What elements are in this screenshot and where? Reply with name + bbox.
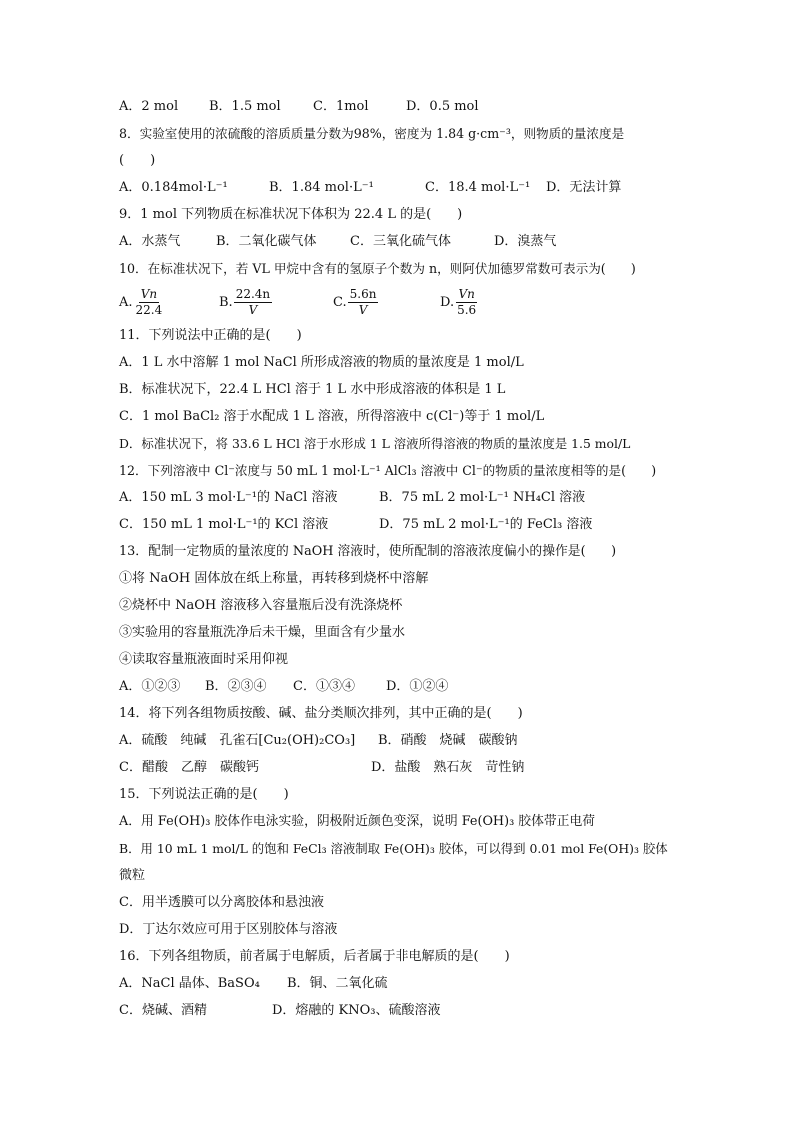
q15-option-b-continued: 微粒 [119, 868, 146, 883]
numerator: 5.6n [349, 286, 377, 301]
option-b: B．1.5 mol [209, 99, 281, 114]
question-12: 12．下列溶液中 Cl⁻浓度与 50 mL 1 mol·L⁻¹ AlCl₃ 溶液中 Cl⁻的物质的量浓度相等的是( ) [119, 463, 657, 478]
question-8: 8．实验室使用的浓硫酸的溶质质量分数为98%，密度为 1.84 g·cm⁻³，则物质的量浓度是 [119, 126, 625, 141]
option-d: D．盐酸 熟石灰 苛性钠 [371, 760, 525, 775]
numerator: Vn [140, 286, 158, 301]
q12-options-cd [119, 511, 679, 538]
q15-option-b: B．用 10 mL 1 mol/L 的饱和 FeCl₃ 溶液制取 Fe(OH)₃ 胶体，可以得到 0.01 mol Fe(OH)₃ 胶体 [119, 841, 668, 856]
option-c: C．醋酸 乙醇 碳酸钙 [119, 760, 259, 775]
q11-option-d: D．标准状况下，将 33.6 L HCl 溶于水形成 1 L 溶液所得溶液的物质的量浓度是 1.5 mol/L [119, 436, 631, 451]
option-c: C．18.4 mol·L⁻¹ [425, 180, 531, 195]
option-b: B．二氧化碳气体 [216, 234, 317, 249]
option-d: D．75 mL 2 mol·L⁻¹的 FeCl₃ 溶液 [379, 517, 593, 532]
q13-item-1: ①将 NaOH 固体放在纸上称量，再转移到烧杯中溶解 [119, 571, 429, 586]
q11-option-a: A．1 L 水中溶解 1 mol NaCl 所形成溶液的物质的量浓度是 1 mol/L [119, 355, 524, 370]
question-16: 16．下列各组物质，前者属于电解质，后者属于非电解质的是( ) [119, 949, 510, 964]
option-d: D．溴蒸气 [494, 234, 557, 249]
q10-options [119, 282, 679, 322]
option-c: C．三氧化硫气体 [350, 234, 451, 249]
option-c: C．150 mL 1 mol·L⁻¹的 KCl 溶液 [119, 517, 329, 532]
option-a: A．①②③ [119, 679, 181, 694]
option-b: B．铜、二氧化硫 [287, 976, 388, 991]
q13-item-4: ④读取容量瓶液面时采用仰视 [119, 652, 289, 667]
question-9: 9．1 mol 下列物质在标准状况下体积为 22.4 L 的是( ) [119, 207, 463, 222]
q15-option-c: C．用半透膜可以分离胶体和悬浊液 [119, 895, 324, 910]
fraction [234, 287, 272, 318]
q14-options-cd [119, 754, 679, 781]
denominator: V [358, 302, 368, 317]
option-a: A．NaCl 晶体、BaSO₄ [119, 976, 260, 991]
option-d: D．熔融的 KNO₃、硫酸溶液 [272, 1003, 441, 1018]
q16-options-cd [119, 997, 679, 1024]
option-d: D．无法计算 [546, 180, 622, 195]
q13-item-2: ②烧杯中 NaOH 溶液移入容量瓶后没有洗涤烧杯 [119, 598, 403, 613]
option-label: B. [219, 294, 233, 310]
q9-options [119, 228, 679, 255]
option-c: C．1mol [313, 99, 369, 114]
denominator: V [248, 302, 258, 317]
option-a: A．2 mol [119, 99, 179, 114]
option-label: A. [119, 294, 133, 310]
q16-options-ab [119, 970, 679, 997]
q11-option-b: B．标准状况下，22.4 L HCl 溶于 1 L 水中形成溶液的体积是 1 L [119, 382, 506, 397]
denominator: 5.6 [457, 302, 477, 317]
question-13: 13．配制一定物质的量浓度的 NaOH 溶液时，使所配制的溶液浓度偏小的操作是( ) [119, 544, 617, 559]
option-c [333, 287, 440, 318]
question-10: 10．在标准状况下，若 VL 甲烷中含有的氢原子个数为 n，则阿伏加德罗常数可表示为( ) [119, 261, 636, 276]
q8-options [119, 174, 679, 201]
option-c: C．①③④ [293, 679, 355, 694]
denominator: 22.4 [135, 302, 163, 317]
option-d: D．①②④ [386, 679, 449, 694]
option-b: B．②③④ [205, 679, 267, 694]
option-a: A．150 mL 3 mol·L⁻¹的 NaCl 溶液 [119, 490, 338, 505]
option-d: D．0.5 mol [406, 99, 479, 114]
q13-item-3: ③实验用的容量瓶洗净后未干燥，里面含有少量水 [119, 625, 406, 640]
question-15: 15．下列说法正确的是( ) [119, 787, 289, 802]
option-c: C．烧碱、酒精 [119, 1003, 207, 1018]
fraction [348, 287, 379, 318]
q7-options [119, 93, 679, 120]
q15-option-d: D．丁达尔效应可用于区别胶体与溶液 [119, 922, 338, 937]
q15-option-a: A．用 Fe(OH)₃ 胶体作电泳实验，阴极附近颜色变深，说明 Fe(OH)₃ 胶体带正电荷 [119, 814, 596, 829]
question-8-bracket: ( ) [119, 153, 156, 168]
fraction [455, 287, 478, 318]
q13-options [119, 673, 679, 700]
option-label: C. [333, 294, 347, 310]
option-b [219, 287, 333, 318]
option-b: B．1.84 mol·L⁻¹ [269, 180, 374, 195]
option-b: B．75 mL 2 mol·L⁻¹ NH₄Cl 溶液 [379, 490, 586, 505]
fraction [134, 287, 165, 318]
option-a: A．水蒸气 [119, 234, 181, 249]
option-d [440, 287, 478, 318]
q12-options-ab [119, 484, 679, 511]
document-page [119, 93, 679, 1024]
option-a [119, 287, 219, 318]
question-11: 11．下列说法中正确的是( ) [119, 328, 302, 343]
numerator: Vn [458, 286, 475, 301]
option-b: B．硝酸 烧碱 碳酸钠 [378, 733, 518, 748]
option-a: A．0.184mol·L⁻¹ [119, 180, 228, 195]
q11-option-c: C．1 mol BaCl₂ 溶于水配成 1 L 溶液，所得溶液中 c(Cl⁻)等于 1 mol/L [119, 409, 545, 424]
q14-options-ab [119, 727, 679, 754]
numerator: 22.4n [235, 286, 271, 301]
option-a: A．硫酸 纯碱 孔雀石[Cu₂(OH)₂CO₃] [119, 733, 356, 748]
question-14: 14．将下列各组物质按酸、碱、盐分类顺次排列，其中正确的是( ) [119, 706, 523, 721]
option-label: D. [440, 294, 455, 310]
